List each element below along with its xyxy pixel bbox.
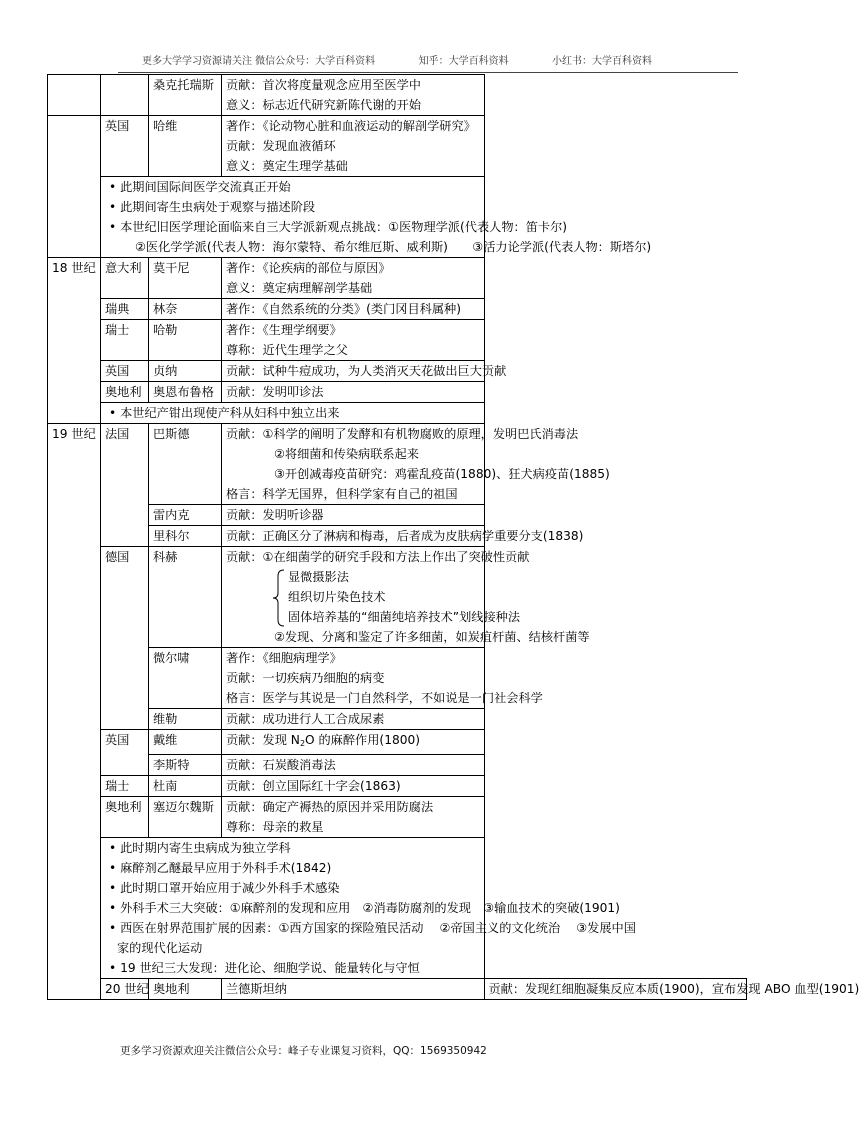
person-detail: 贡献：发明叩诊法 bbox=[222, 382, 485, 403]
table-row bbox=[48, 299, 747, 320]
header-left: 更多大学学习资源请关注 微信公众号：大学百科资料 bbox=[142, 56, 376, 67]
country: 法国 bbox=[101, 424, 149, 547]
notes-row bbox=[48, 838, 747, 979]
person-name: 李斯特 bbox=[149, 755, 222, 776]
table-row bbox=[48, 755, 747, 776]
person-detail: 贡献：发现红细胞凝集反应本质(1900)，宣布发现 ABO 血型(1901) bbox=[484, 979, 747, 1000]
century-label: 19 世纪 bbox=[48, 424, 101, 1000]
person-detail: 贡献：确定产褥热的原因并采用防腐法 尊称：母亲的救星 bbox=[222, 797, 485, 838]
person-detail: 贡献：发明听诊器 bbox=[222, 505, 485, 526]
table-row bbox=[48, 75, 747, 116]
person-detail: 著作：《论疾病的部位与原因》 意义：奠定病理解剖学基础 bbox=[222, 258, 485, 299]
person-detail: 贡献：石炭酸消毒法 bbox=[222, 755, 485, 776]
person-detail: 贡献：成功进行人工合成尿素 bbox=[222, 709, 485, 730]
person-detail: 贡献：首次将度量观念应用至医学中 意义：标志近代研究新陈代谢的开始 bbox=[222, 75, 485, 116]
person-detail: 著作：《自然系统的分类》(类门冈目科属种) bbox=[222, 299, 485, 320]
person-name: 科赫 bbox=[149, 547, 222, 648]
country: 瑞士 bbox=[101, 320, 149, 361]
header-right: 小红书：大学百科资料 bbox=[552, 56, 652, 67]
table-row bbox=[48, 361, 747, 382]
person-name: 里科尔 bbox=[149, 526, 222, 547]
country: 奥地利 bbox=[149, 979, 222, 1000]
country: 意大利 bbox=[101, 258, 149, 299]
person-name: 戴维 bbox=[149, 730, 222, 755]
person-name: 哈勒 bbox=[149, 320, 222, 361]
history-table bbox=[47, 74, 859, 1000]
table-row bbox=[48, 730, 747, 755]
person-detail: 贡献：①科学的阐明了发酵和有机物腐败的原理，发明巴氏消毒法 ②将细菌和传染病联系起来 ③开创减毒疫苗研究：鸡霍乱疫苗(1880)、狂犬病疫苗(1885) 格言：科学无国界，但科学家有自己的祖国 bbox=[222, 424, 485, 505]
table-row bbox=[48, 505, 747, 526]
person-name: 维勒 bbox=[149, 709, 222, 730]
person-name: 莫干尼 bbox=[149, 258, 222, 299]
century-notes: • 此时期内寄生虫病成为独立学科 • 麻醉剂乙醚最早应用于外科手术(1842) • 此时期口罩开始应用于减少外科手术感染 • 外科手术三大突破：①麻醉剂的发现和应用 ②消毒防腐剂的发现 ③输血技术的突破(1901) • 西医在射界范围扩展的因素：①西方国家的探险殖民活动 ②帝国主义的文化统治 ③发展中国 家的现代化运动 • 19 世纪三大发现：进化论、细胞学说、能量转化与守恒 bbox=[101, 838, 485, 979]
header-mid: 知乎：大学百科资料 bbox=[418, 56, 509, 67]
page-header bbox=[142, 52, 652, 67]
person-detail: 贡献：发现 $N_2O$ 的麻醉作用(1800) bbox=[222, 730, 485, 755]
person-detail: 贡献：正确区分了淋病和梅毒，后者成为皮肤病学重要分支(1838) bbox=[222, 526, 485, 547]
person-name: 巴斯德 bbox=[149, 424, 222, 505]
country: 瑞典 bbox=[101, 299, 149, 320]
country: 英国 bbox=[101, 730, 149, 776]
table-row bbox=[48, 979, 747, 1000]
country: 英国 bbox=[101, 116, 149, 177]
country: 德国 bbox=[101, 547, 149, 730]
table-row bbox=[48, 424, 747, 505]
person-name: 杜南 bbox=[149, 776, 222, 797]
person-detail: 贡献：试种牛痘成功，为人类消灭天花做出巨大贡献 bbox=[222, 361, 485, 382]
country: 瑞士 bbox=[101, 776, 149, 797]
century-label: 18 世纪 bbox=[48, 258, 101, 424]
century-notes: • 此期间国际间医学交流真正开始 • 此期间寄生虫病处于观察与描述阶段 • 本世纪旧医学理论面临来自三大学派新观点挑战：①医物理学派(代表人物：笛卡尔) ②医化学学派(代表人物：海尔蒙特、希尔维厄斯、威利斯) ③活力论学派(代表人物：斯塔尔) bbox=[101, 177, 485, 258]
century-label: 20 世纪 bbox=[101, 979, 149, 1000]
person-detail: 著作：《生理学纲要》 尊称：近代生理学之父 bbox=[222, 320, 485, 361]
table-row bbox=[48, 526, 747, 547]
person-detail: 著作：《论动物心脏和血液运动的解剖学研究》 贡献：发现血液循环 意义：奠定生理学基础 bbox=[222, 116, 485, 177]
country: 奥地利 bbox=[101, 797, 149, 838]
notes-row bbox=[48, 403, 747, 424]
person-name: 兰德斯坦纳 bbox=[222, 979, 485, 1000]
person-name: 贞纳 bbox=[149, 361, 222, 382]
table-row bbox=[48, 258, 747, 299]
table-row bbox=[48, 547, 747, 648]
person-detail: 贡献：创立国际红十字会(1863) bbox=[222, 776, 485, 797]
person-name: 林奈 bbox=[149, 299, 222, 320]
person-name: 奥恩布鲁格 bbox=[149, 382, 222, 403]
table-row bbox=[48, 382, 747, 403]
method-list: 显微摄影法 组织切片染色技术 固体培养基的“细菌纯培养技术”划线接种法 bbox=[226, 567, 480, 627]
person-detail: 著作：《细胞病理学》 贡献：一切疾病乃细胞的病变 格言：医学与其说是一门自然科学，不如说是一门社会科学 bbox=[222, 648, 485, 709]
person-name: 微尔啸 bbox=[149, 648, 222, 709]
person-name: 塞迈尔魏斯 bbox=[149, 797, 222, 838]
header-rule bbox=[118, 72, 738, 73]
table-row bbox=[48, 116, 747, 177]
notes-row bbox=[48, 177, 747, 258]
country: 奥地利 bbox=[101, 382, 149, 403]
century-notes: • 本世纪产钳出现使产科从妇科中独立出来 bbox=[101, 403, 485, 424]
person-name: 雷内克 bbox=[149, 505, 222, 526]
brace-icon bbox=[272, 569, 286, 627]
table-row bbox=[48, 797, 747, 838]
page-footer: 更多学习资源欢迎关注微信公众号：峰子专业课复习资料，QQ：1569350942 bbox=[120, 1045, 487, 1057]
table-row bbox=[48, 320, 747, 361]
table-row bbox=[48, 709, 747, 730]
country: 英国 bbox=[101, 361, 149, 382]
table-row bbox=[48, 648, 747, 709]
person-detail: 贡献：①在细菌学的研究手段和方法上作出了突破性贡献 显微摄影法 组织切片染色技术 固体培养基的“细菌纯培养技术”划线接种法 ②发现、分离和鉴定了许多细菌，如炭疽杆菌、结核杆菌等 bbox=[222, 547, 485, 648]
person-name: 哈维 bbox=[149, 116, 222, 177]
table-row bbox=[48, 776, 747, 797]
person-name: 桑克托瑞斯 bbox=[149, 75, 222, 116]
